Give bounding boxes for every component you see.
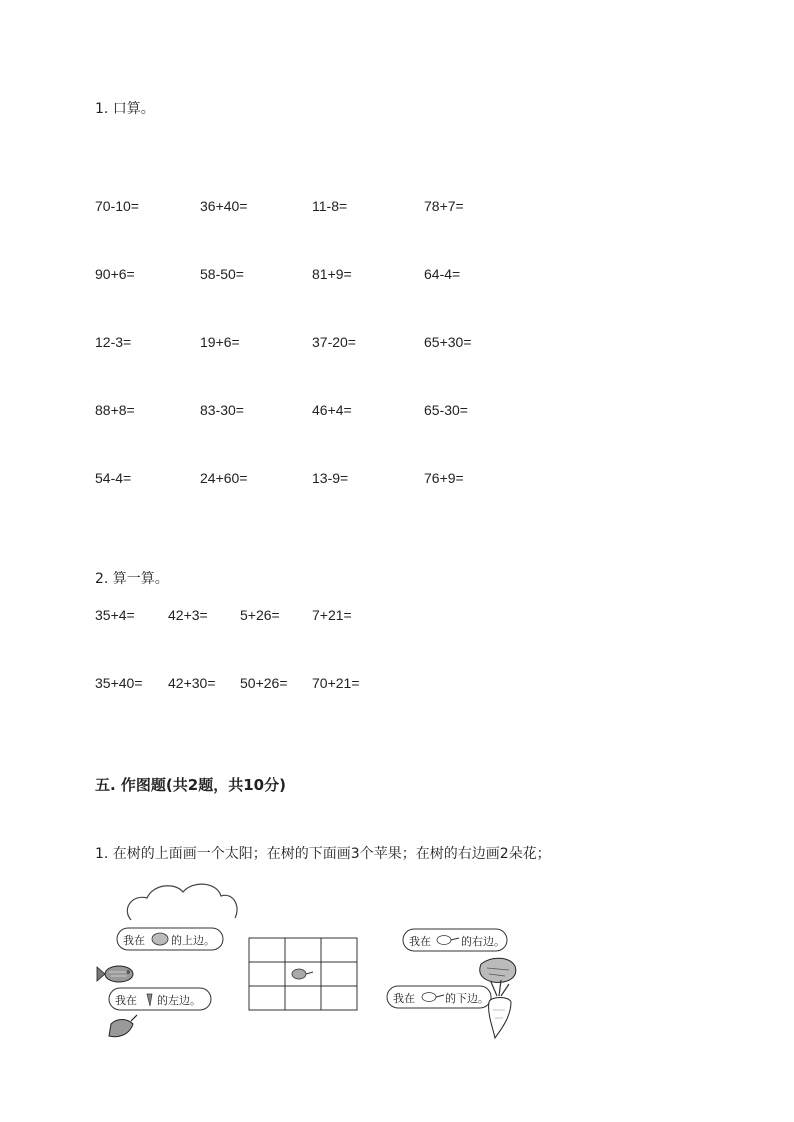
q1-expr: 81+9= [312, 266, 352, 282]
section-title: 五. 作图题(共2题，共10分) [95, 776, 286, 794]
section5-q1-text: 1. 在树的上面画一个太阳；在树的下面画3个苹果；在树的右边画2朵花； [95, 846, 551, 862]
bubble-3-right: 的右边。 [461, 935, 505, 948]
q1-expr: 64-4= [424, 266, 461, 282]
q2-expr: 42+3= [168, 607, 208, 623]
bubble-2-right: 的左边。 [157, 994, 201, 1007]
q1-expr: 90+6= [95, 266, 135, 282]
drawing-exercise-figure [95, 878, 535, 1048]
q2-expr: 7+21= [312, 607, 352, 623]
radish-icon [489, 980, 511, 1038]
q2-expr: 70+21= [312, 675, 360, 691]
q1-expr: 65+30= [424, 334, 472, 350]
q1-expr: 88+8= [95, 402, 135, 418]
cabbage-icon [480, 958, 516, 982]
q1-expr: 46+4= [312, 402, 352, 418]
bubble-3-left: 我在 [409, 935, 431, 948]
q2-expr: 35+40= [95, 675, 143, 691]
q2-expr: 5+26= [240, 607, 280, 623]
eggplant-icon [292, 969, 313, 979]
q1-expr: 70-10= [95, 198, 139, 214]
q2-title: 2. 算一算。 [95, 571, 169, 587]
q1-expr: 37-20= [312, 334, 356, 350]
bubble-4-right: 的下边。 [445, 992, 489, 1005]
bubble-1-left: 我在 [123, 934, 145, 947]
q1-expr: 83-30= [200, 402, 244, 418]
q1-expr: 36+40= [200, 198, 248, 214]
cabbage-icon [152, 933, 168, 945]
tree-crown-outline [127, 884, 237, 920]
q1-expr: 19+6= [200, 334, 240, 350]
pepper-icon [109, 1015, 137, 1037]
q1-expr: 54-4= [95, 470, 132, 486]
q2-expr: 35+4= [95, 607, 135, 623]
q1-expr: 12-3= [95, 334, 132, 350]
bubble-1-right: 的上边。 [171, 934, 215, 947]
q2-expr: 42+30= [168, 675, 216, 691]
bubble-2-left: 我在 [115, 994, 137, 1007]
fish-icon [97, 966, 133, 982]
q1-expr: 11-8= [312, 198, 348, 214]
q1-expr: 65-30= [424, 402, 468, 418]
q2-expr: 50+26= [240, 675, 288, 691]
q1-expr: 78+7= [424, 198, 464, 214]
q1-expr: 24+60= [200, 470, 248, 486]
q1-expr: 58-50= [200, 266, 244, 282]
q1-expr: 13-9= [312, 470, 349, 486]
q1-title: 1. 口算。 [95, 101, 155, 117]
bubble-4-left: 我在 [393, 992, 415, 1005]
q1-expr: 76+9= [424, 470, 464, 486]
